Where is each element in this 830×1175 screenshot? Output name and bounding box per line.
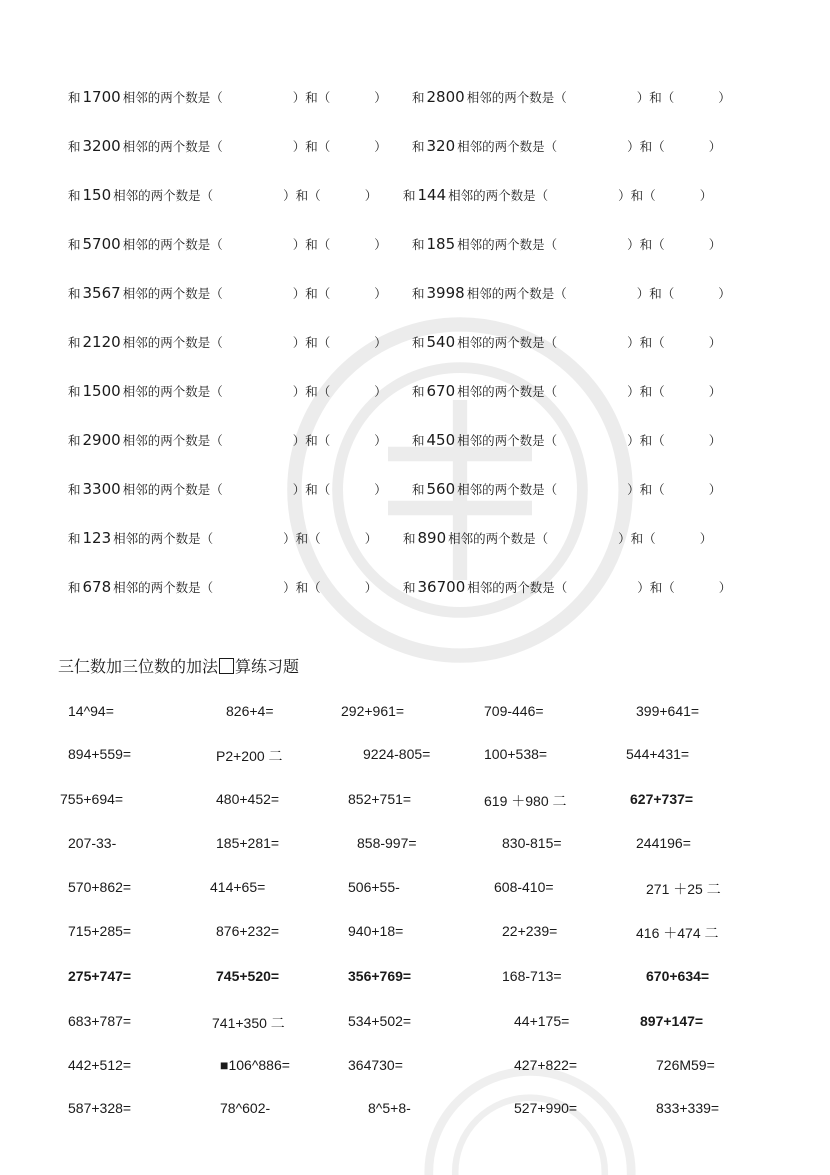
question-connector: ）和（ (637, 580, 675, 595)
exercise-item: 745+520= (216, 968, 280, 984)
neighbor-question (412, 333, 721, 361)
question-suffix: ） (374, 139, 387, 154)
neighbor-question (68, 333, 387, 361)
exercise-item: 442+512= (68, 1057, 132, 1073)
neighbor-question (412, 235, 721, 263)
question-text: 相邻的两个数是（ (122, 433, 223, 448)
question-prefix: 和 (68, 482, 81, 497)
question-prefix: 和 (68, 237, 81, 252)
exercise-item: 876+232= (216, 923, 280, 939)
question-suffix: ） (364, 188, 378, 203)
question-prefix: 和 (412, 433, 425, 448)
neighbor-question (68, 137, 387, 165)
exercise-item: 44+175= (514, 1013, 570, 1029)
question-prefix: 和 (68, 531, 81, 546)
question-text: 相邻的两个数是（ (467, 580, 568, 595)
exercise-item: 670+634= (646, 968, 710, 984)
exercise-item: 8^5+8- (368, 1100, 411, 1116)
exercise-item: 416 ＋474 二 (636, 925, 719, 941)
question-connector: ）和（ (618, 531, 656, 546)
neighbor-row (0, 382, 830, 410)
question-suffix: ） (374, 384, 387, 399)
exercise-item: 480+452= (216, 791, 280, 807)
exercise-item: 830-815= (502, 835, 562, 851)
question-number: 150 (82, 186, 112, 204)
question-connector: ）和（ (627, 384, 665, 399)
exercise-item: 587+328= (68, 1100, 132, 1116)
question-prefix: 和 (412, 384, 425, 399)
question-connector: ）和（ (283, 531, 321, 546)
question-prefix: 和 (412, 335, 425, 350)
question-text: 相邻的两个数是（ (448, 531, 549, 546)
exercise-item: 207-33- (68, 835, 117, 851)
question-connector: ）和（ (292, 433, 331, 448)
exercise-item: 858-997= (357, 835, 417, 851)
exercise-item: 683+787= (68, 1013, 132, 1029)
question-text: 相邻的两个数是（ (466, 286, 567, 301)
question-connector: ）和（ (292, 384, 331, 399)
exercise-item: 168-713= (502, 968, 562, 984)
neighbor-question (403, 186, 712, 214)
missing-char-box (219, 658, 234, 674)
neighbor-question (68, 578, 377, 606)
exercise-item: 427+822= (514, 1057, 578, 1073)
exercise-item: 741+350 二 (212, 1015, 285, 1031)
exercise-item: 544+431= (626, 746, 690, 762)
question-prefix: 和 (403, 580, 416, 595)
watermark-logo-icon (420, 1060, 640, 1175)
question-prefix: 和 (68, 433, 81, 448)
neighbor-row (0, 431, 830, 459)
exercise-item: 275+747= (68, 968, 132, 984)
question-suffix: ） (699, 531, 713, 546)
exercise-item: 356+769= (348, 968, 412, 984)
question-suffix: ） (374, 237, 387, 252)
question-number: 678 (82, 578, 112, 596)
exercise-item: 833+339= (656, 1100, 720, 1116)
question-connector: ）和（ (292, 90, 331, 105)
question-connector: ）和（ (292, 482, 331, 497)
exercise-item: ■106^886= (220, 1057, 290, 1073)
question-connector: ）和（ (636, 90, 675, 105)
question-text: 相邻的两个数是（ (122, 139, 223, 154)
question-number: 36700 (417, 578, 466, 596)
exercise-item: 715+285= (68, 923, 132, 939)
question-text: 相邻的两个数是（ (457, 335, 558, 350)
exercise-item: 897+147= (640, 1013, 704, 1029)
question-text: 相邻的两个数是（ (113, 580, 214, 595)
neighbor-question (68, 186, 377, 214)
question-connector: ）和（ (283, 188, 321, 203)
question-prefix: 和 (68, 384, 81, 399)
exercise-item: 826+4= (226, 703, 274, 719)
question-suffix: ） (708, 237, 722, 252)
question-suffix: ） (374, 433, 387, 448)
exercise-item: 894+559= (68, 746, 132, 762)
question-connector: ）和（ (292, 139, 331, 154)
neighbor-row (0, 480, 830, 508)
question-prefix: 和 (412, 286, 425, 301)
question-number: 540 (426, 333, 456, 351)
question-text: 相邻的两个数是（ (457, 237, 558, 252)
neighbor-question (68, 235, 387, 263)
question-suffix: ） (364, 580, 378, 595)
neighbor-row (0, 235, 830, 263)
neighbor-question (68, 480, 387, 508)
exercise-item: 627+737= (630, 791, 694, 807)
exercise-item: 78^602- (220, 1100, 271, 1116)
question-number: 123 (82, 529, 112, 547)
question-suffix: ） (718, 580, 732, 595)
exercise-item: 709-446= (484, 703, 544, 719)
neighbor-question (412, 137, 721, 165)
exercise-item: 14^94= (68, 703, 114, 719)
question-suffix: ） (708, 335, 722, 350)
exercise-item: 534+502= (348, 1013, 412, 1029)
neighbor-question (403, 529, 712, 557)
question-prefix: 和 (68, 335, 81, 350)
question-prefix: 和 (68, 188, 81, 203)
question-text: 相邻的两个数是（ (457, 482, 558, 497)
question-text: 相邻的两个数是（ (457, 139, 558, 154)
question-prefix: 和 (412, 90, 425, 105)
neighbor-row (0, 333, 830, 361)
question-suffix: ） (699, 188, 713, 203)
question-suffix: ） (708, 384, 722, 399)
question-text: 相邻的两个数是（ (457, 433, 558, 448)
question-text: 相邻的两个数是（ (122, 90, 223, 105)
neighbor-question (412, 382, 721, 410)
question-suffix: ） (718, 90, 731, 105)
question-number: 3300 (82, 480, 121, 498)
exercise-item: 852+751= (348, 791, 412, 807)
exercise-item: 608-410= (494, 879, 554, 895)
exercise-item: 399+641= (636, 703, 700, 719)
question-number: 5700 (82, 235, 121, 253)
question-number: 2900 (82, 431, 121, 449)
neighbor-question (412, 431, 721, 459)
exercise-item: 244196= (636, 835, 691, 851)
exercise-item: 726M59= (656, 1057, 715, 1073)
question-connector: ）和（ (627, 237, 665, 252)
exercise-item: 570+862= (68, 879, 132, 895)
question-number: 560 (426, 480, 456, 498)
question-text: 相邻的两个数是（ (122, 482, 223, 497)
question-number: 185 (426, 235, 456, 253)
question-suffix: ） (364, 531, 378, 546)
question-connector: ）和（ (627, 482, 665, 497)
question-suffix: ） (374, 482, 387, 497)
question-prefix: 和 (403, 531, 416, 546)
neighbor-question (412, 284, 731, 312)
question-prefix: 和 (68, 139, 81, 154)
question-text: 相邻的两个数是（ (122, 384, 223, 399)
question-number: 1500 (82, 382, 121, 400)
question-prefix: 和 (403, 188, 416, 203)
neighbor-row (0, 137, 830, 165)
question-number: 3998 (426, 284, 465, 302)
neighbor-question (68, 88, 387, 116)
exercise-item: 22+239= (502, 923, 558, 939)
question-suffix: ） (708, 433, 722, 448)
question-number: 890 (417, 529, 447, 547)
question-connector: ）和（ (627, 433, 665, 448)
question-suffix: ） (374, 286, 387, 301)
question-number: 3567 (82, 284, 121, 302)
question-text: 相邻的两个数是（ (113, 531, 214, 546)
question-text: 相邻的两个数是（ (113, 188, 214, 203)
question-suffix: ） (374, 335, 387, 350)
neighbor-row (0, 186, 830, 214)
question-suffix: ） (374, 90, 387, 105)
question-number: 2800 (426, 88, 465, 106)
neighbor-question (68, 431, 387, 459)
exercise-item: 527+990= (514, 1100, 578, 1116)
question-connector: ）和（ (292, 335, 331, 350)
exercise-item: 292+961= (341, 703, 405, 719)
question-suffix: ） (718, 286, 731, 301)
exercise-item: 100+538= (484, 746, 548, 762)
question-number: 3200 (82, 137, 121, 155)
question-text: 相邻的两个数是（ (448, 188, 549, 203)
exercise-item: 271 ＋25 二 (646, 881, 721, 897)
exercise-item: 755+694= (60, 791, 124, 807)
exercise-item: P2+200 二 (216, 748, 283, 764)
exercise-item: 414+65= (210, 879, 266, 895)
question-prefix: 和 (68, 286, 81, 301)
exercise-item: 940+18= (348, 923, 404, 939)
question-prefix: 和 (412, 482, 425, 497)
question-connector: ）和（ (627, 139, 665, 154)
question-connector: ）和（ (618, 188, 656, 203)
question-connector: ）和（ (292, 286, 331, 301)
neighbor-row (0, 88, 830, 116)
question-number: 670 (426, 382, 456, 400)
question-prefix: 和 (412, 139, 425, 154)
question-prefix: 和 (68, 90, 81, 105)
question-number: 144 (417, 186, 447, 204)
question-connector: ）和（ (292, 237, 331, 252)
question-suffix: ） (708, 482, 722, 497)
neighbor-question (412, 88, 731, 116)
section-title: 三仁数加三位数的加法 算练习题 (58, 657, 300, 676)
question-number: 450 (426, 431, 456, 449)
exercise-item: 506+55- (348, 879, 400, 895)
exercise-item: 9224-805= (363, 746, 431, 762)
neighbor-question (68, 382, 387, 410)
question-number: 2120 (82, 333, 121, 351)
exercise-item: 619 ＋980 二 (484, 793, 567, 809)
question-connector: ）和（ (283, 580, 321, 595)
question-text: 相邻的两个数是（ (466, 90, 567, 105)
question-connector: ）和（ (636, 286, 675, 301)
question-text: 相邻的两个数是（ (122, 335, 223, 350)
question-prefix: 和 (68, 580, 81, 595)
question-number: 320 (426, 137, 456, 155)
question-text: 相邻的两个数是（ (122, 237, 223, 252)
neighbor-row (0, 284, 830, 312)
exercise-item: 364730= (348, 1057, 403, 1073)
exercise-item: 185+281= (216, 835, 280, 851)
question-text: 相邻的两个数是（ (457, 384, 558, 399)
question-suffix: ） (708, 139, 722, 154)
question-connector: ）和（ (627, 335, 665, 350)
neighbor-question (412, 480, 721, 508)
neighbor-question (68, 529, 377, 557)
question-number: 1700 (82, 88, 121, 106)
neighbor-row (0, 578, 830, 606)
neighbor-question (403, 578, 731, 606)
question-prefix: 和 (412, 237, 425, 252)
neighbor-row (0, 529, 830, 557)
neighbor-question (68, 284, 387, 312)
question-text: 相邻的两个数是（ (122, 286, 223, 301)
